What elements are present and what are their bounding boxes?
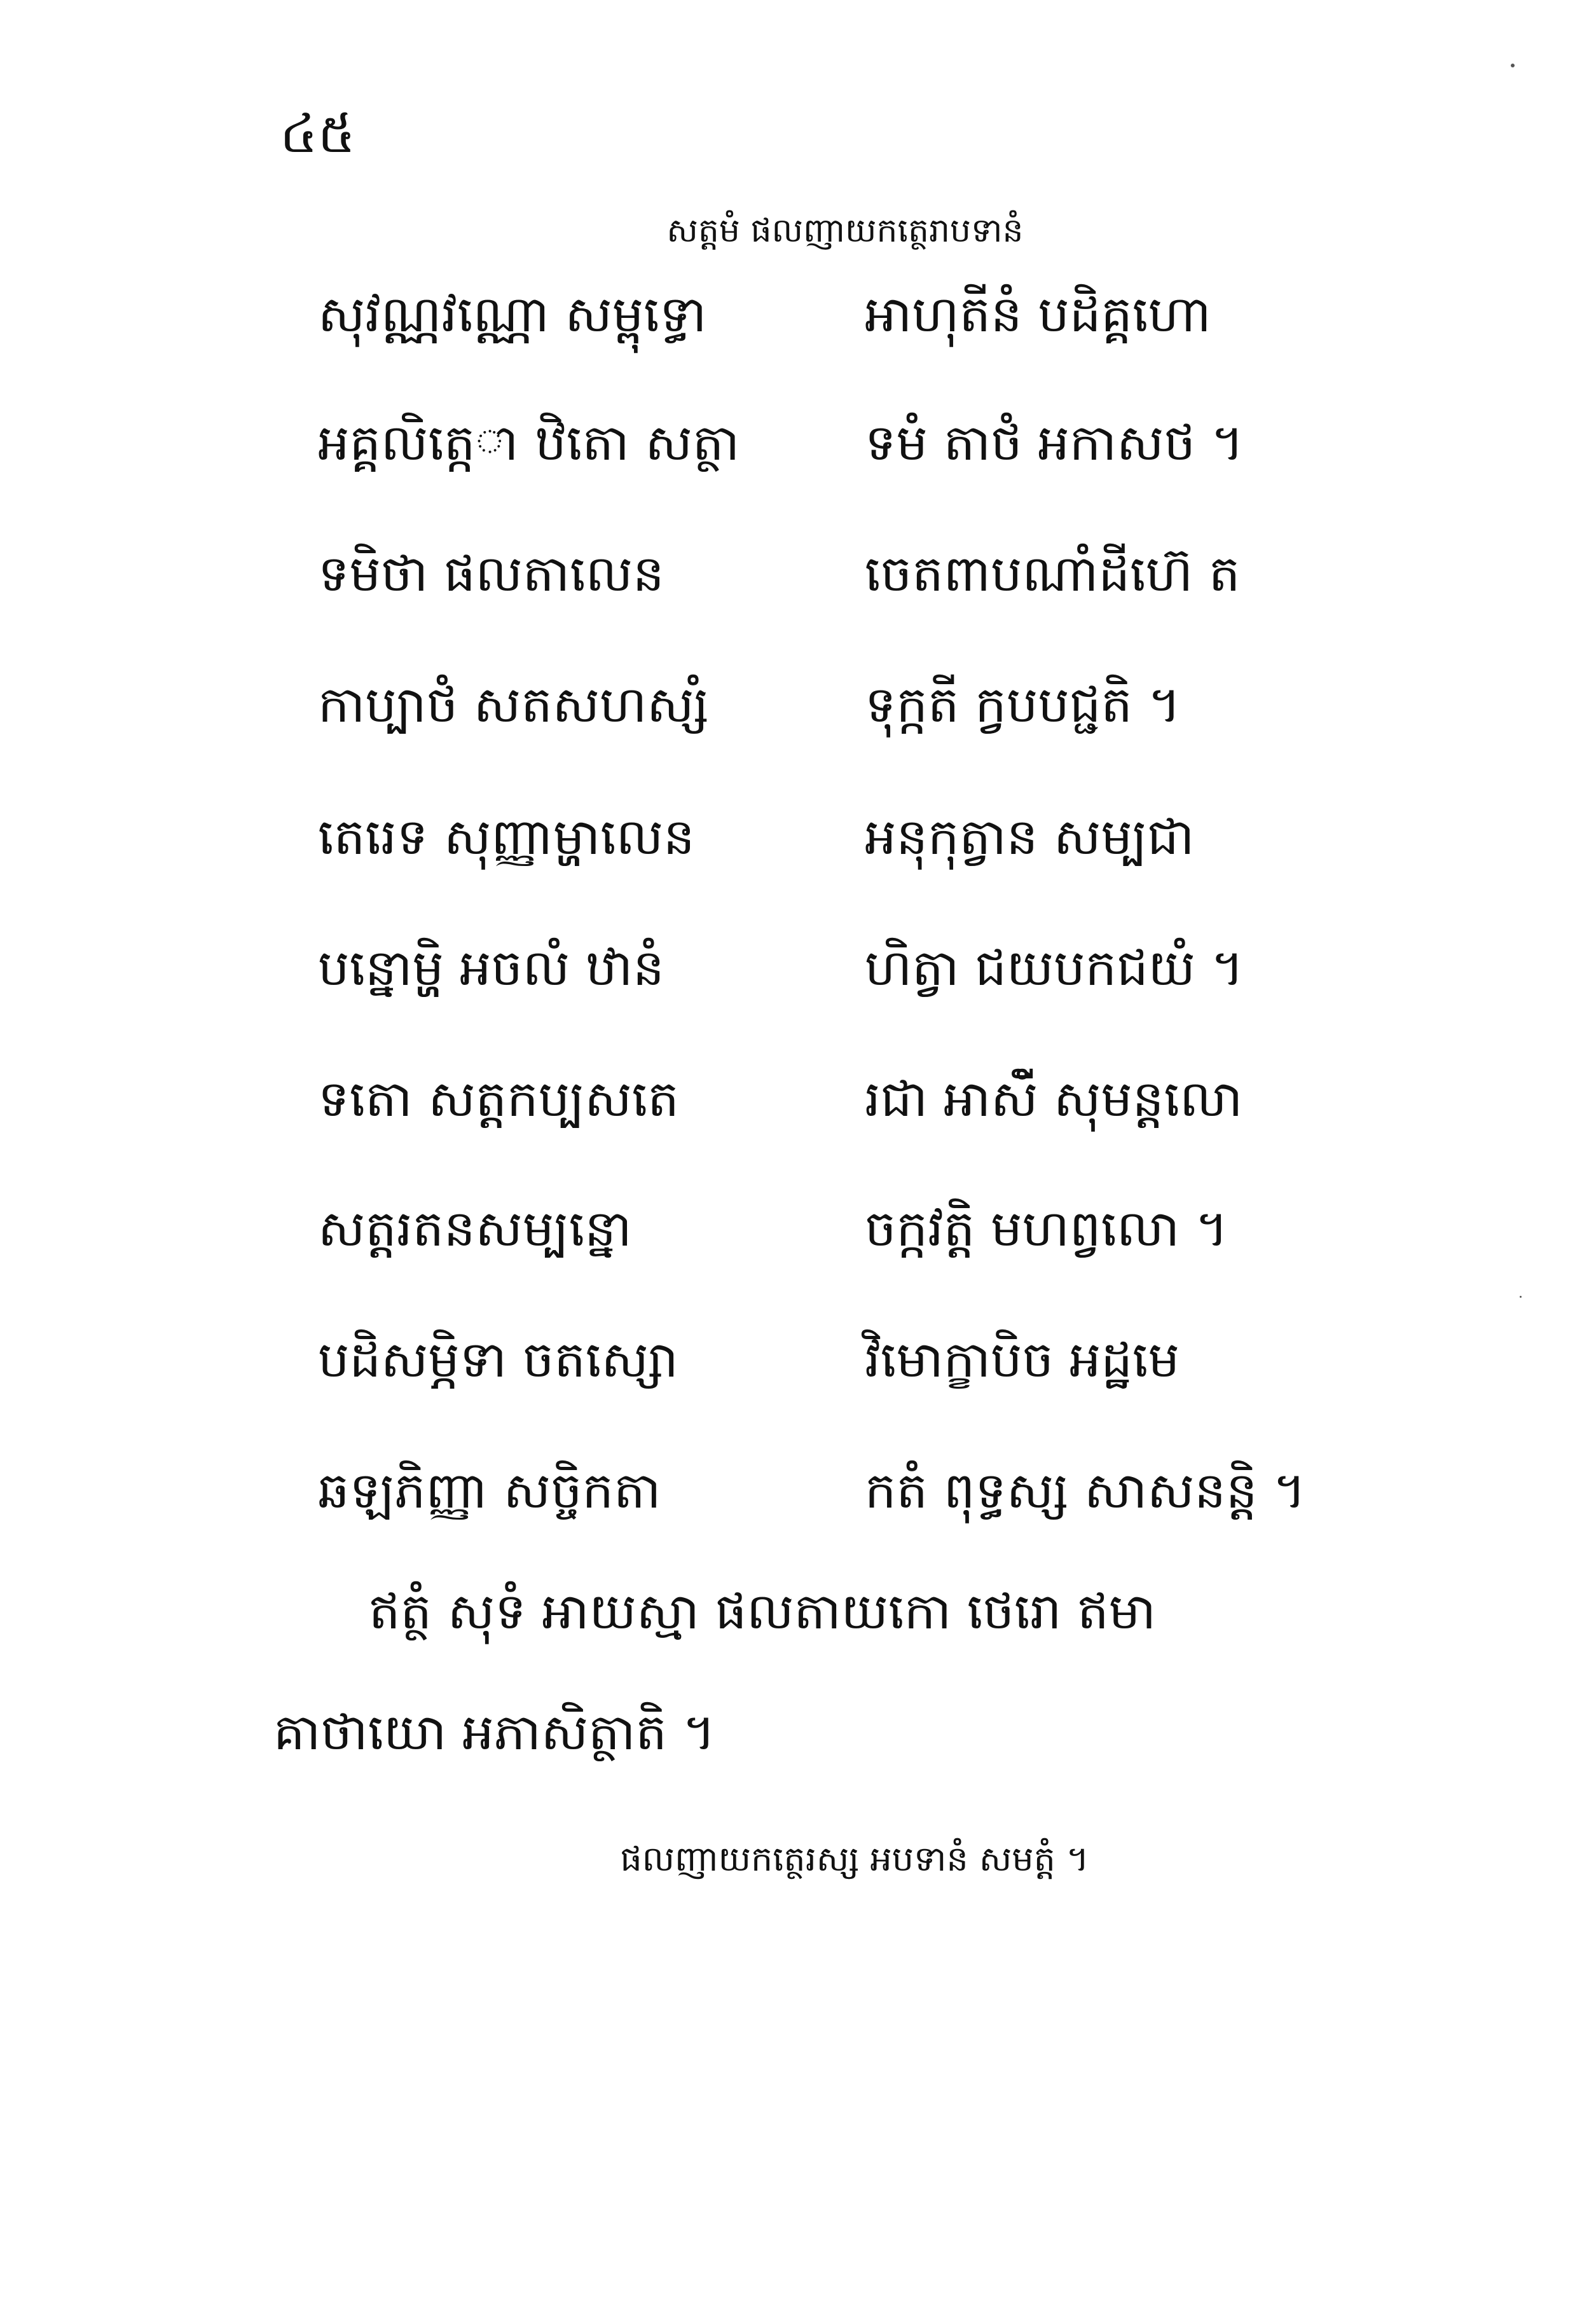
page-title: សត្តមំ ផលញាយកត្ថេរាបទានំ (666, 212, 1024, 250)
scan-speck (1511, 64, 1515, 67)
verse-first-half: តេរេទ សុញ្ញាម្ហាលេន (318, 809, 695, 866)
verse-first-half: អគ្គលិតេ្កា ឋិតោ សត្ថា (318, 415, 740, 472)
verse-second-half: ចក្កវត្តិ មហព្វលោ ។ (865, 1200, 1228, 1258)
verse-line (0, 533, 1582, 615)
verse-first-half: ទមិថា ផលតាលេន (318, 546, 664, 603)
verse-line (0, 273, 1582, 356)
verse-line (0, 1450, 1582, 1532)
page-number: ៤៥ (280, 102, 355, 165)
verse-first-half: សុវណ្ណវណ្ណោ សម្ពុទ្ធោ (318, 286, 707, 343)
verse-second-half: ហិត្វា ជយបកជយំ ។ (865, 940, 1244, 997)
verse-line (0, 664, 1582, 746)
prose-line: គាថាយោ អភាសិត្ថាតិ ។ (273, 1704, 716, 1761)
verse-second-half: អនុកុត្វាន សម្បជា (865, 809, 1195, 866)
verse-first-half: ឆឡភិញ្ញា សច្ចិកតា (318, 1462, 661, 1520)
verse-second-half: ចេតពាបណាំដីហ៊េ ត (865, 546, 1241, 603)
verse-line (0, 1319, 1582, 1401)
verse-line (0, 402, 1582, 485)
prose-line: ឥត្ថំ សុទំ អាយស្មា ផលតាយកោ ថេរោ ឥមា (369, 1583, 1156, 1640)
verse-second-half: កតំ ពុទ្ធស្ស សាសនន្តិ ។ (865, 1462, 1306, 1520)
verse-second-half: វិមោក្ខាបិច អដ្ឋមេ (865, 1331, 1180, 1389)
verse-second-half: រជា អាសីំ សុមន្តលោ (865, 1071, 1243, 1128)
closing-line: ផលញាយកត្ថេរស្ស អបទានំ សមត្តំ ។ (620, 1839, 1089, 1879)
verse-first-half: បដិសម្ភិទា ចតស្សោ (318, 1331, 678, 1389)
verse-first-half: សត្តរតនសម្បន្នោ (318, 1200, 632, 1258)
verse-second-half: ទុក្កតី ក្វបបជ្ជតិ ។ (865, 677, 1181, 734)
verse-line (0, 796, 1582, 879)
verse-line (0, 1058, 1582, 1141)
verse-second-half: អាហុតីនំ បដិគ្គហោ (865, 286, 1211, 343)
verse-first-half: ទតោ សត្តកប្បសតេ (318, 1071, 679, 1128)
verse-first-half: បន្នោម្ហិ អចលំ ឋានំ (318, 940, 664, 997)
verse-second-half: ទមំ តាថំ អកាសថ ។ (865, 415, 1244, 472)
verse-first-half: កាប្បាថំ សតសហស្សំ (318, 677, 709, 734)
verse-line (0, 927, 1582, 1010)
verse-line (0, 1188, 1582, 1270)
scan-speck (1520, 1296, 1522, 1298)
